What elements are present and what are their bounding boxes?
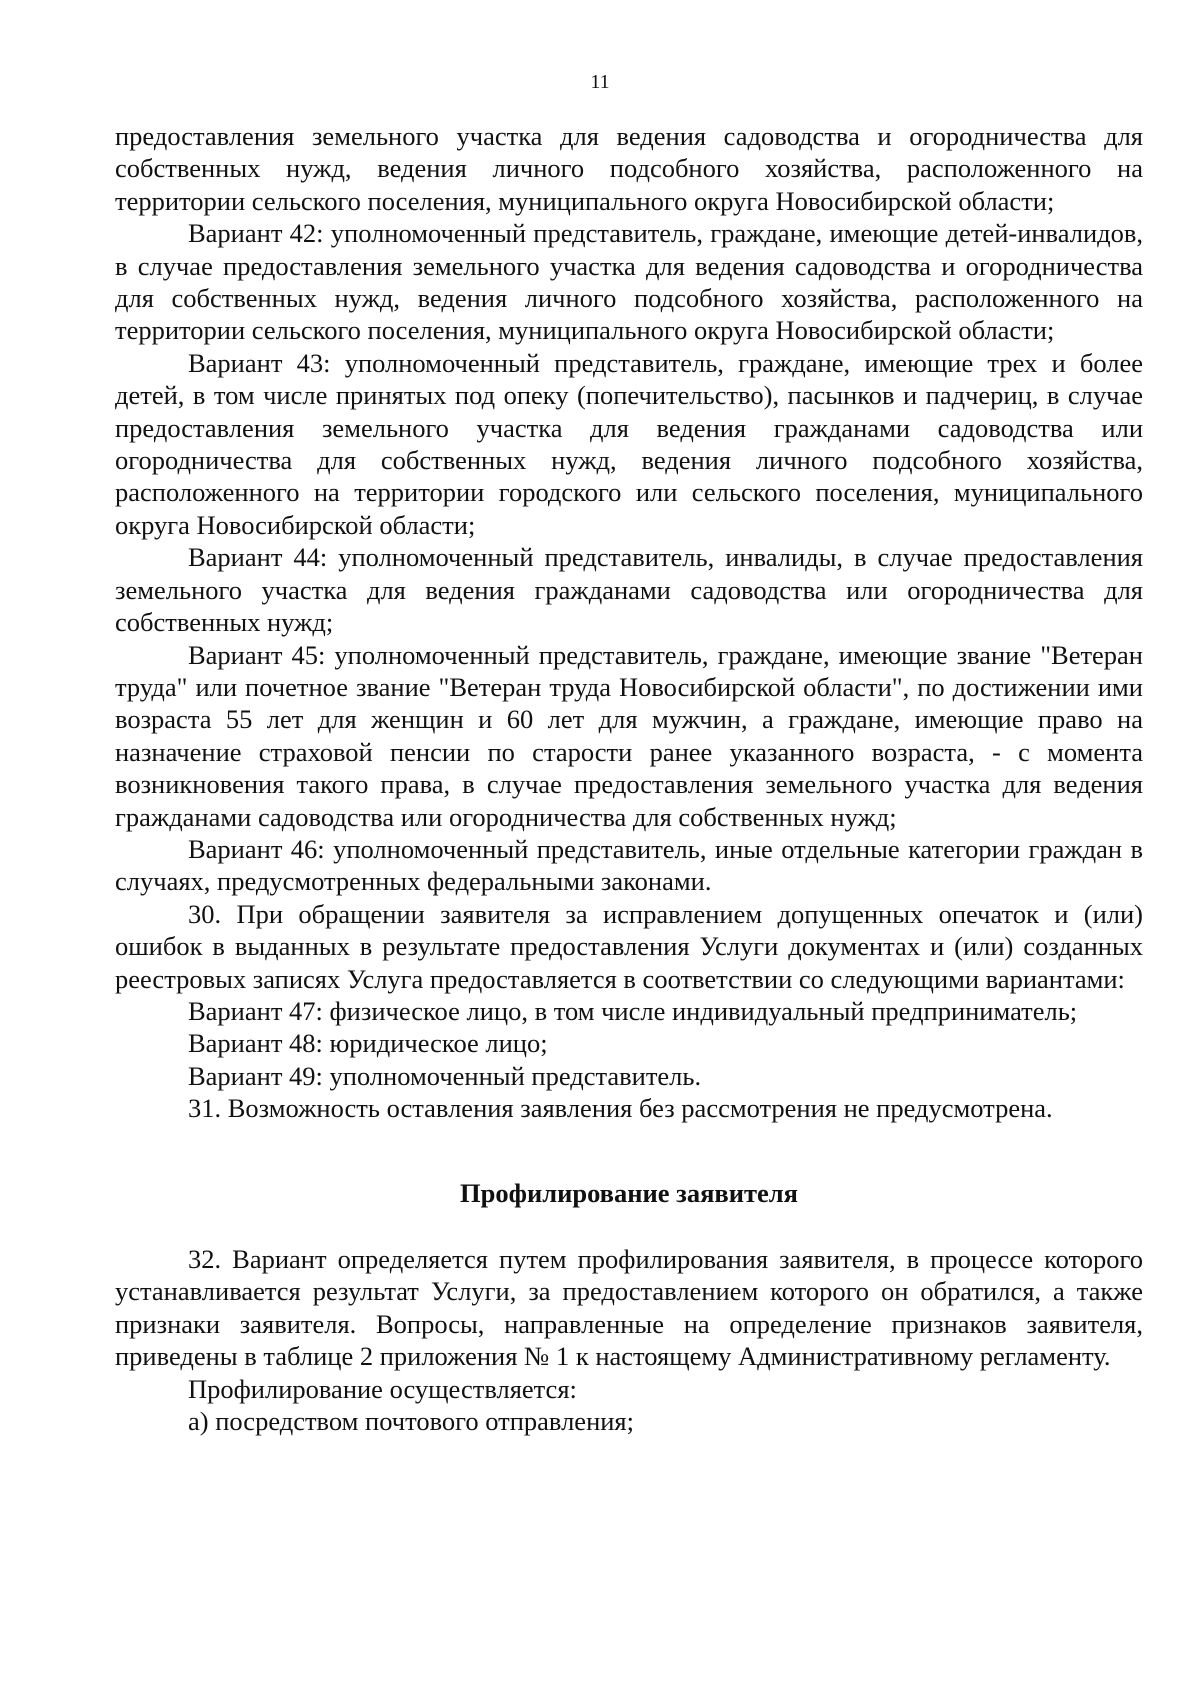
paragraph-variant-46: Вариант 46: уполномоченный представитель, иные отдельные категории граждан в случаях, предусмотренных федеральными законами. bbox=[115, 833, 1143, 897]
paragraph-variant-49: Вариант 49: уполномоченный представитель. bbox=[188, 1060, 702, 1091]
page-number: 11 bbox=[590, 71, 610, 93]
paragraph-variant-42: Вариант 42: уполномоченный представитель, граждане, имеющие детей-инвалидов, в случае предоставления земельного участка для ведения садоводства и огородничества для собственных нужд, ведения личного подсобного хозяйства, расположенного на территории сельского поселения, муниципального округа Новосибирской области; bbox=[115, 218, 1143, 346]
paragraph-item-32: 32. Вариант определяется путем профилирования заявителя, в процессе которого устанавливается результат Услуги, за предоставлением которого он обратился, а также признаки заявителя. Вопросы, направленные на определение признаков заявителя, приведены в таблице 2 приложения № 1 к настоящему Административному регламенту. bbox=[115, 1244, 1143, 1372]
section-heading: Профилирование заявителя bbox=[460, 1177, 798, 1208]
paragraph-variant-48: Вариант 48: юридическое лицо; bbox=[188, 1028, 548, 1059]
paragraph-subitem-a: а) посредством почтового отправления; bbox=[188, 1406, 634, 1437]
paragraph-variant-45: Вариант 45: уполномоченный представитель, граждане, имеющие звание "Ветеран труда" или почетное звание "Ветеран труда Новосибирской области", по достижении ими возраста 55 лет для женщин и 60 лет для мужчин, а граждане, имеющие право на назначение страховой пенсии по старости ранее указанного возраста, - с момента возникновения такого права, в случае предоставления земельного участка для ведения гражданами садоводства или огородничества для собственных нужд; bbox=[115, 639, 1143, 832]
paragraph-variant-44: Вариант 44: уполномоченный представитель, инвалиды, в случае предоставления земельного участка для ведения гражданами садоводства или огородничества для собственных нужд; bbox=[115, 542, 1143, 638]
document-body bbox=[115, 120, 1143, 1437]
paragraph-continuation: предоставления земельного участка для ведения садоводства и огородничества для собственных нужд, ведения личного подсобного хозяйства, расположенного на территории сельского поселения, муниципального округа Новосибирской области; bbox=[115, 121, 1143, 216]
paragraph-item-31: 31. Возможность оставления заявления без рассмотрения не предусмотрена. bbox=[188, 1093, 1053, 1124]
paragraph-variant-43: Вариант 43: уполномоченный представитель, граждане, имеющие трех и более детей, в том числе принятых под опеку (попечительство), пасынков и падчериц, в случае предоставления земельного участка для ведения гражданами садоводства или огородничества для собственных нужд, ведения личного подсобного хозяйства, расположенного на территории городского или сельского поселения, муниципального округа Новосибирской области; bbox=[115, 347, 1143, 540]
paragraph-item-30: 30. При обращении заявителя за исправлением допущенных опечаток и (или) ошибок в выданных в результате предоставления Услуги документах и (или) созданных реестровых записях Услуга предоставляется в соответствии со следующими вариантами: bbox=[115, 898, 1143, 994]
paragraph-profiling-intro: Профилирование осуществляется: bbox=[188, 1373, 577, 1404]
paragraph-variant-47: Вариант 47: физическое лицо, в том числе индивидуальный предприниматель; bbox=[188, 995, 1078, 1026]
